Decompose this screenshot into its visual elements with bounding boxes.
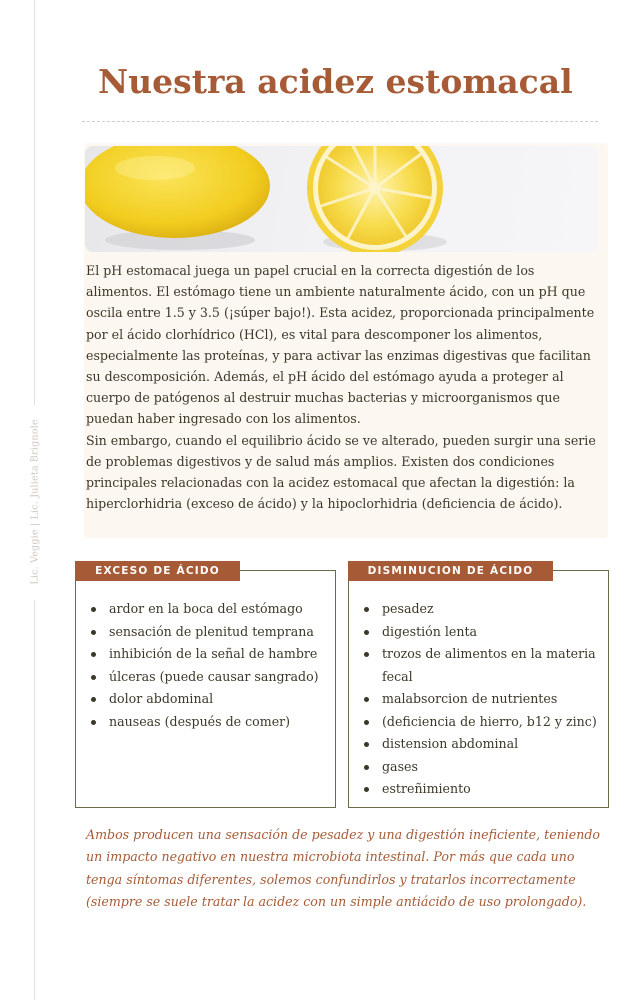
intro-paragraph-1: El pH estomacal juega un papel crucial en la correcta digestión de los alimentos. El estómago tiene un ambiente naturalmente ácido, con un pH que oscila entre 1.5 y 3.5 (¡súper bajo!). Esta acidez, proporcionada principalmente por el ácido clorhídrico (HCl), es vital para descomponer los alimentos, especialmente las proteínas, y para activar las enzimas digestivas que facilitan su descomposición. Además, el pH ácido del estómago ayuda a proteger al cuerpo de patógenos al destruir muchas bacterias y microorganismos que puedan haber ingresado con los alimentos.	[86, 263, 595, 427]
deficiency-acid-label: DISMINUCION DE ÁCIDO	[348, 561, 553, 581]
title-divider	[82, 121, 598, 122]
side-credit: Lic. Veggie | Lic. Julieta Brignole	[29, 419, 41, 585]
list-item: inhibición de la señal de hambre	[88, 643, 331, 666]
list-item: estreñimiento	[361, 778, 604, 801]
list-item: dolor abdominal	[88, 688, 331, 711]
side-rule-bottom	[34, 600, 35, 1000]
list-item: sensación de plenitud temprana	[88, 621, 331, 644]
list-item: digestión lenta	[361, 621, 604, 644]
deficiency-acid-box	[348, 565, 609, 808]
deficiency-acid-list	[361, 598, 604, 801]
intro-paragraph-2: Sin embargo, cuando el equilibrio ácido se ve alterado, pueden surgir una serie de problemas digestivos y de salud más amplios. Existen dos condiciones principales relacionadas con la acidez estomacal que afectan la digestión: la hiperclorhidria (exceso de ácido) y la hipoclorhidria (deficiencia de ácido).	[86, 432, 596, 512]
list-item: (deficiencia de hierro, b12 y zinc)	[361, 711, 604, 734]
side-rule-top	[34, 0, 35, 405]
list-item: distension abdominal	[361, 733, 604, 756]
list-item: nauseas (después de comer)	[88, 711, 331, 734]
lemons-icon	[85, 146, 598, 252]
excess-acid-list	[88, 598, 331, 733]
list-item: trozos de alimentos en la materia fecal	[361, 643, 604, 688]
list-item: pesadez	[361, 598, 604, 621]
excess-acid-label: EXCESO DE ÁCIDO	[75, 561, 240, 581]
excess-acid-box	[75, 565, 336, 808]
closing-note: Ambos producen una sensación de pesadez y una digestión ineficiente, teniendo un impacto negativo en nuestra microbiota intestinal. Por más que cada uno tenga síntomas diferentes, solemos confundirlos y tratarlos incorrectamente (siempre se suele tratar la acidez con un simple antiácido de uso prolongado).	[86, 827, 600, 910]
list-item: malabsorcion de nutrientes	[361, 688, 604, 711]
list-item: úlceras (puede causar sangrado)	[88, 666, 331, 689]
page-title: Nuestra acidez estomacal	[98, 62, 573, 101]
list-item: ardor en la boca del estómago	[88, 598, 331, 621]
intro-text	[86, 260, 601, 514]
list-item: gases	[361, 756, 604, 779]
lemons-photo	[85, 146, 598, 252]
